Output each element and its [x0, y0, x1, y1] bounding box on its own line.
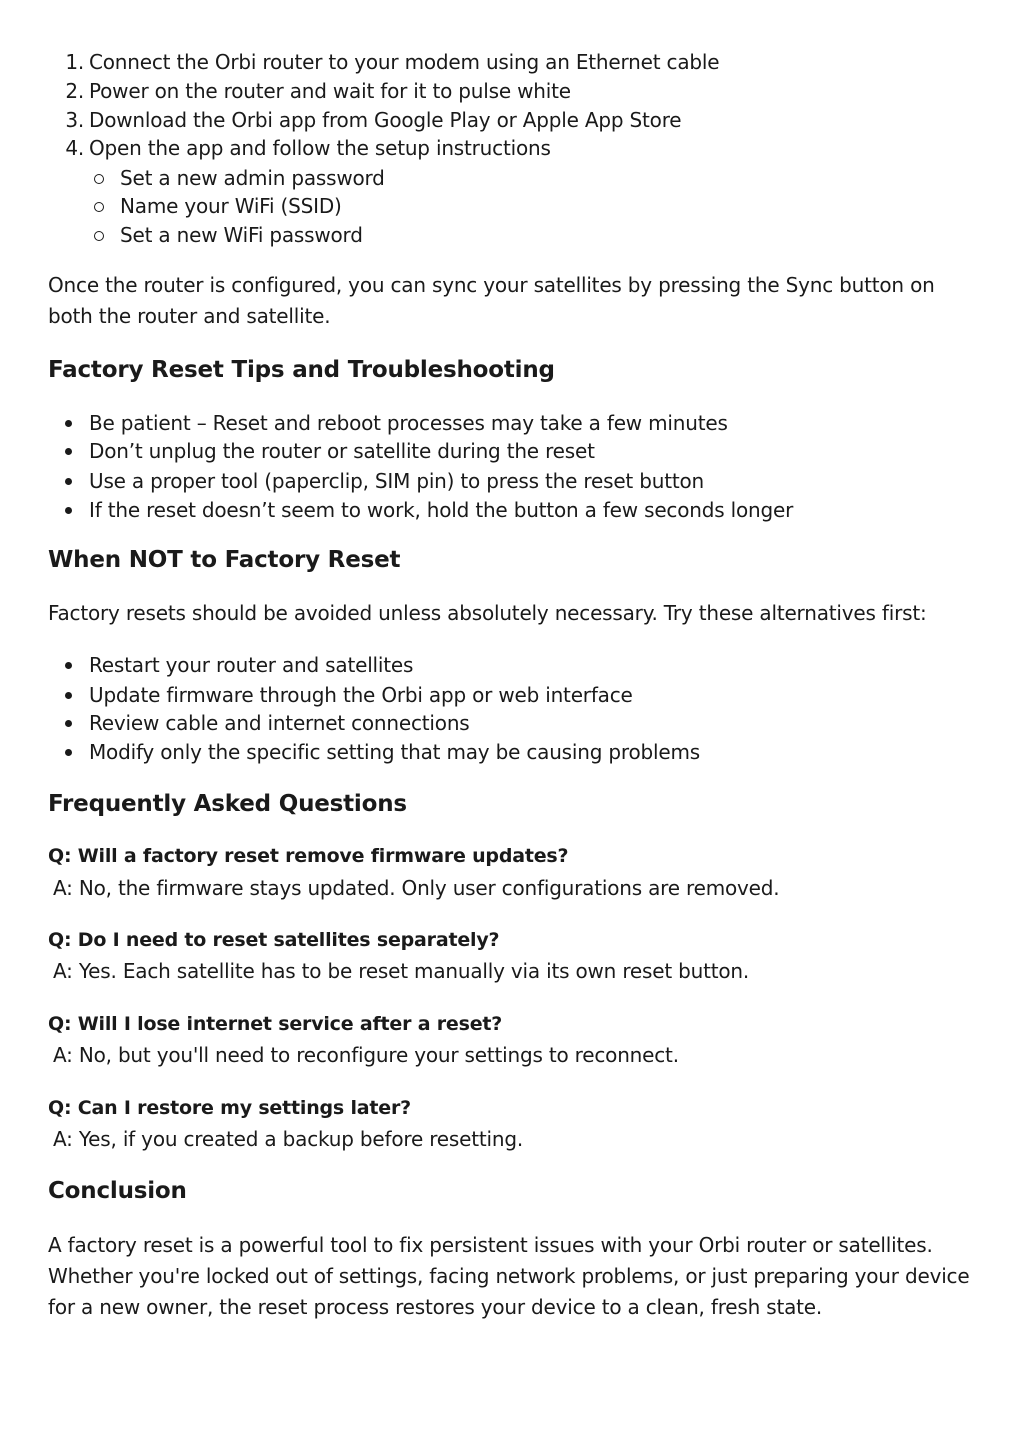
faq-answer: A: Yes. Each satellite has to be reset manually via its own reset button.: [53, 959, 750, 983]
list-item-text: Power on the router and wait for it to pulse white: [89, 79, 571, 103]
list-item-text: Review cable and internet connections: [89, 711, 470, 735]
bullet-icon: [65, 692, 72, 699]
list-number: 2.: [65, 79, 84, 103]
conclusion-paragraph: A factory reset is a powerful tool to fix persistent issues with your Orbi router or satellites. Whether you're locked out of settings, facing network problems, or just preparing your device for a new owner, the reset process restores your device to a clean, fresh state.: [48, 1233, 970, 1319]
list-item-text: Set a new admin password: [120, 166, 385, 190]
faq-question: Q: Do I need to reset satellites separately?: [48, 929, 500, 951]
list-item-text: Modify only the specific setting that may be causing problems: [89, 740, 700, 764]
list-item-text: Set a new WiFi password: [120, 223, 363, 247]
hollow-circle-bullet-icon: [94, 174, 104, 184]
conclusion-heading: Conclusion: [48, 1178, 187, 1204]
faq-question: Q: Will a factory reset remove firmware updates?: [48, 845, 569, 867]
list-number: 1.: [65, 50, 84, 74]
faq-answer: A: No, the firmware stays updated. Only user configurations are removed.: [53, 876, 780, 900]
list-item-text: Use a proper tool (paperclip, SIM pin) to press the reset button: [89, 469, 704, 493]
faq-answer: A: No, but you'll need to reconfigure your settings to reconnect.: [53, 1043, 679, 1067]
faq-heading: Frequently Asked Questions: [48, 791, 407, 817]
list-number: 4.: [65, 136, 84, 160]
bullet-icon: [65, 507, 72, 514]
list-item-text: Update firmware through the Orbi app or web interface: [89, 683, 633, 707]
when-not-intro: Factory resets should be avoided unless absolutely necessary. Try these alternatives first:: [48, 601, 927, 625]
bullet-icon: [65, 662, 72, 669]
list-item-text: Restart your router and satellites: [89, 653, 414, 677]
faq-answer: A: Yes, if you created a backup before resetting.: [53, 1127, 523, 1151]
list-item-text: Download the Orbi app from Google Play or Apple App Store: [89, 108, 682, 132]
bullet-icon: [65, 720, 72, 727]
bullet-icon: [65, 749, 72, 756]
bullet-icon: [65, 448, 72, 455]
tips-heading: Factory Reset Tips and Troubleshooting: [48, 357, 555, 383]
hollow-circle-bullet-icon: [94, 231, 104, 241]
list-item-text: Don’t unplug the router or satellite during the reset: [89, 439, 595, 463]
list-item-text: Name your WiFi (SSID): [120, 194, 342, 218]
list-item-text: Open the app and follow the setup instructions: [89, 136, 551, 160]
sync-paragraph: Once the router is configured, you can sync your satellites by pressing the Sync button on both the router and satellite.: [48, 273, 935, 328]
list-item-text: Connect the Orbi router to your modem using an Ethernet cable: [89, 50, 720, 74]
faq-question: Q: Will I lose internet service after a reset?: [48, 1013, 503, 1035]
list-item-text: Be patient – Reset and reboot processes may take a few minutes: [89, 411, 728, 435]
when-not-heading: When NOT to Factory Reset: [48, 547, 401, 573]
bullet-icon: [65, 420, 72, 427]
list-number: 3.: [65, 108, 84, 132]
list-item-text: If the reset doesn’t seem to work, hold the button a few seconds longer: [89, 498, 794, 522]
bullet-icon: [65, 478, 72, 485]
faq-question: Q: Can I restore my settings later?: [48, 1097, 411, 1119]
hollow-circle-bullet-icon: [94, 202, 104, 212]
